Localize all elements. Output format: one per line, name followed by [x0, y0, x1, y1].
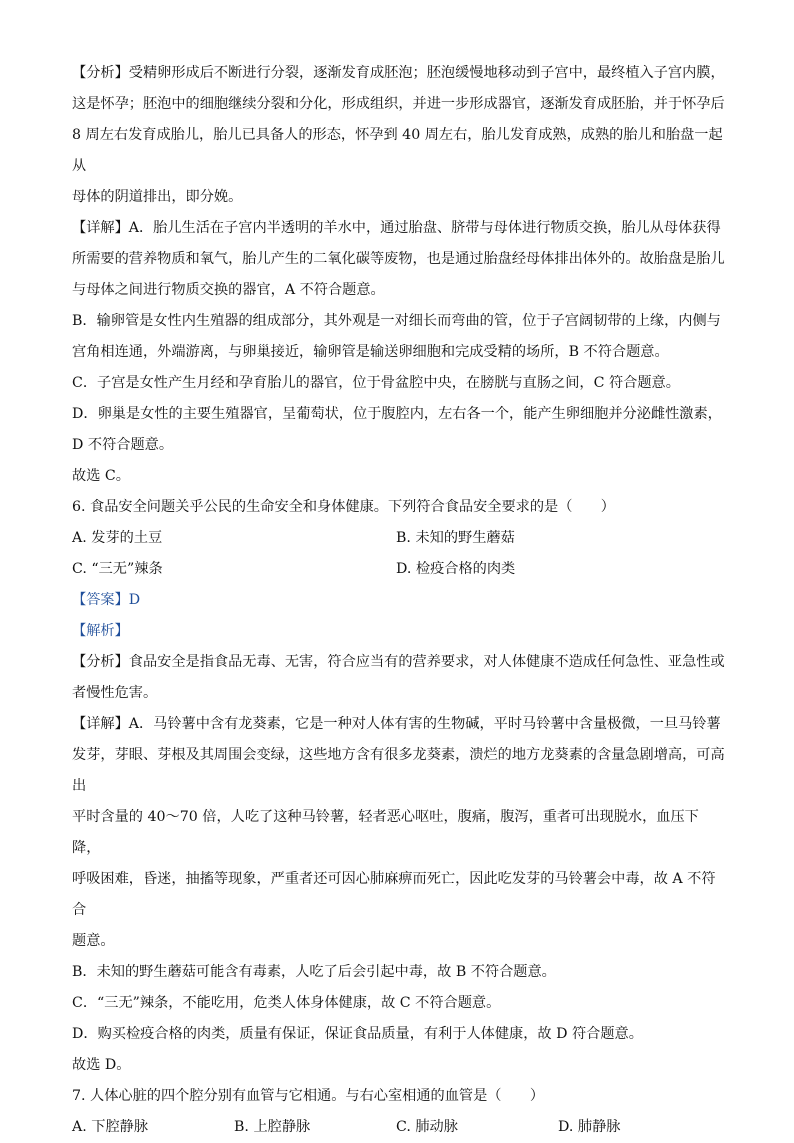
detail-line: 【详解】A．马铃薯中含有龙葵素，它是一种对人体有害的生物碱，平时马铃薯中含量极微，一旦马铃薯	[72, 716, 721, 732]
analysis-line: 者慢性危害。	[72, 685, 158, 701]
option-c: C. “三无”辣条	[72, 561, 163, 577]
question-7-stem: 7. 人体心脏的四个腔分别有血管与它相通。与右心室相通的血管是（ ）	[72, 1088, 545, 1104]
question-6-options-row-2	[72, 554, 726, 585]
analysis-line: 母体的阴道排出，即分娩。	[72, 189, 243, 205]
document-page	[72, 58, 726, 1143]
question-6-options-row-1	[72, 523, 726, 554]
detail-line: 所需要的营养物质和氧气，胎儿产生的二氧化碳等废物，也是通过胎盘经母体排出体外的。故胎盘是胎儿	[72, 251, 725, 267]
detail-line: 呼吸困难，昏迷，抽搐等现象，严重者还可因心肺麻痹而死亡，因此吃发芽的马铃薯会中毒，故 A 不符合	[72, 871, 716, 918]
option-a: A. 下腔静脉	[72, 1119, 149, 1135]
analysis-line: 【分析】受精卵形成后不断进行分裂，逐渐发育成胚泡；胚泡缓慢地移动到子宫中，最终植入子宫内膜，	[72, 65, 725, 81]
detail-b-line: B．未知的野生蘑菇可能含有毒素，人吃了后会引起中毒，故 B 不符合题意。	[72, 964, 556, 980]
explanation-tag: 【解析】	[72, 623, 129, 639]
analysis-line: 8 周左右发育成胎儿，胎儿已具备人的形态，怀孕到 40 周左右，胎儿发育成熟，成熟的胎儿和胎盘一起从	[72, 127, 723, 174]
answer-tag: 【答案】D	[72, 592, 141, 608]
option-b: B. 上腔静脉	[234, 1119, 311, 1135]
option-d: D. 检疫合格的肉类	[396, 561, 516, 577]
detail-line: 发芽，芽眼、芽根及其周围会变绿，这些地方含有很多龙葵素，溃烂的地方龙葵素的含量急剧增高，可高出	[72, 747, 725, 794]
detail-d-line: D 不符合题意。	[72, 437, 174, 453]
option-b: B. 未知的野生蘑菇	[396, 530, 515, 546]
detail-line: 【详解】A．胎儿生活在子宫内半透明的羊水中，通过胎盘、脐带与母体进行物质交换，胎儿从母体获得	[72, 220, 721, 236]
option-d: D. 肺静脉	[558, 1119, 621, 1135]
detail-b-line: 宫角相连通，外端游离，与卵巢接近，输卵管是输送卵细胞和完成受精的场所，B 不符合题意。	[72, 344, 669, 360]
detail-d-line: D．购买检疫合格的肉类，质量有保证，保证食品质量，有利于人体健康，故 D 符合题意。	[72, 1026, 643, 1042]
detail-line: 与母体之间进行物质交换的器官，A 不符合题意。	[72, 282, 385, 298]
detail-c-line: C．“三无”辣条，不能吃用，危类人体身体健康，故 C 不符合题意。	[72, 995, 501, 1011]
detail-line: 题意。	[72, 933, 115, 949]
detail-c-line: C．子宫是女性产生月经和孕育胎儿的器官，位于骨盆腔中央，在膀胱与直肠之间，C 符合题意。	[72, 375, 680, 391]
detail-line: 平时含量的 40～70 倍，人吃了这种马铃薯，轻者恶心呕吐，腹痛，腹泻，重者可出现脱水，血压下降，	[72, 809, 699, 856]
final-answer: 故选 D。	[72, 1057, 131, 1073]
final-answer: 故选 C。	[72, 468, 130, 484]
option-c: C. 肺动脉	[396, 1119, 458, 1135]
question-6-stem: 6. 食品安全问题关乎公民的生命安全和身体健康。下列符合食品安全要求的是（ ）	[72, 499, 615, 515]
option-a: A. 发芽的土豆	[72, 530, 163, 546]
question-7-options	[72, 1112, 726, 1143]
analysis-line: 这是怀孕；胚泡中的细胞继续分裂和分化，形成组织，并进一步形成器官，逐渐发育成胚胎，并于怀孕后	[72, 96, 725, 112]
analysis-line: 【分析】食品安全是指食品无毒、无害，符合应当有的营养要求，对人体健康不造成任何急性、亚急性或	[72, 654, 725, 670]
detail-b-line: B．输卵管是女性内生殖器的组成部分，其外观是一对细长而弯曲的管，位于子宫阔韧带的上缘，内侧与	[72, 313, 721, 329]
detail-d-line: D．卵巢是女性的主要生殖器官，呈葡萄状，位于腹腔内，左右各一个，能产生卵细胞并分泌雌性激素，	[72, 406, 722, 422]
